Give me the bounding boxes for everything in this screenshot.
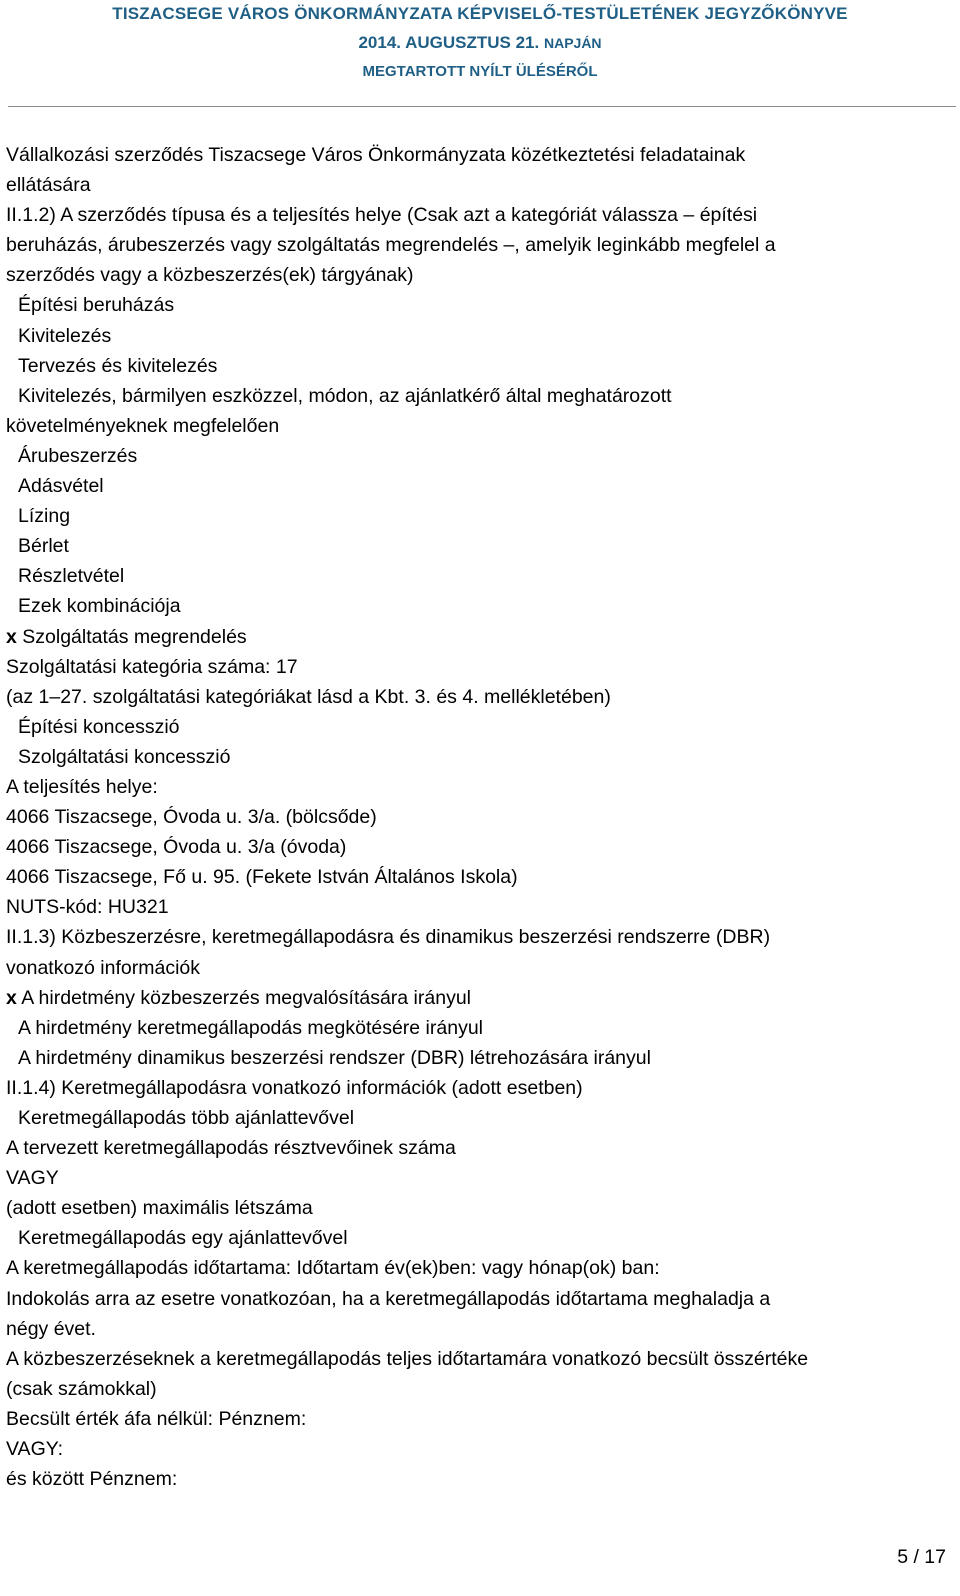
text-line-content: A tervezett keretmegállapodás résztvevőinek száma	[6, 1137, 456, 1160]
checkbox-mark: x	[6, 986, 17, 1009]
text-line	[6, 862, 952, 892]
text-line-content: (az 1–27. szolgáltatási kategóriákat lásd a Kbt. 3. és 4. mellékletében)	[6, 685, 611, 708]
text-line-content: A hirdetmény dinamikus beszerzési rendszer (DBR) létrehozására irányul	[18, 1046, 651, 1069]
text-line	[6, 471, 952, 501]
text-line-content: II.1.2) A szerződés típusa és a teljesítés helye (Csak azt a kategóriát válassza – építési	[6, 204, 758, 227]
text-line-content: Vállalkozási szerződés Tiszacsege Város Önkormányzata közétkeztetési feladatainak	[6, 144, 746, 166]
text-line	[6, 1404, 952, 1434]
text-line-content: Indokolás arra az esetre vonatkozóan, ha a keretmegállapodás időtartama meghaladja a	[6, 1287, 771, 1310]
header-divider	[8, 106, 956, 107]
header-date-line	[0, 33, 960, 53]
header-title: TISZACSEGE VÁROS ÖNKORMÁNYZATA KÉPVISELŐ-TESTÜLETÉNEK JEGYZŐKÖNYVE	[112, 4, 848, 23]
checkbox-mark: x	[6, 625, 17, 648]
text-line-content: Keretmegállapodás egy ajánlattevővel	[18, 1227, 348, 1250]
text-line	[6, 1163, 952, 1193]
text-line-content: A hirdetmény közbeszerzés megvalósítására irányul	[16, 986, 471, 1009]
text-line	[6, 922, 952, 952]
text-line-content: szerződés vagy a közbeszerzés(ek) tárgyának)	[6, 264, 414, 287]
text-line	[6, 230, 952, 260]
text-line	[6, 682, 952, 712]
text-line-content: Építési beruházás	[18, 294, 175, 317]
text-line-content: vonatkozó információk	[6, 956, 201, 979]
text-line	[6, 1133, 952, 1163]
text-line	[6, 260, 952, 290]
text-line	[6, 1284, 952, 1314]
text-line-content: Szolgáltatás megrendelés	[16, 625, 247, 648]
text-line-content: VAGY:	[6, 1438, 64, 1461]
text-line	[6, 1223, 952, 1253]
text-line-content: követelményeknek megfelelően	[6, 414, 280, 437]
text-line	[6, 652, 952, 682]
text-line	[6, 712, 952, 742]
text-line-content: Kivitelezés, bármilyen eszközzel, módon, az ajánlatkérő által meghatározott	[18, 384, 672, 407]
text-line	[6, 622, 952, 652]
text-line	[6, 1013, 952, 1043]
text-line	[6, 772, 952, 802]
text-line-content: 4066 Tiszacsege, Óvoda u. 3/a (óvoda)	[6, 836, 347, 859]
text-line	[6, 832, 952, 862]
text-line-content: II.1.4) Keretmegállapodásra vonatkozó információk (adott esetben)	[6, 1076, 583, 1099]
text-line	[6, 561, 952, 591]
text-line	[6, 441, 952, 471]
text-line-content: Lízing	[18, 505, 71, 528]
text-line	[6, 381, 952, 411]
page-number: 5 / 17	[897, 1546, 946, 1568]
text-line	[6, 802, 952, 832]
text-line-content: négy évet.	[6, 1317, 96, 1340]
text-line-content: Árubeszerzés	[18, 444, 138, 467]
text-line	[6, 1344, 952, 1374]
text-line-content: (adott esetben) maximális létszáma	[6, 1197, 313, 1220]
text-line-content: A hirdetmény keretmegállapodás megkötésére irányul	[18, 1016, 484, 1039]
text-line	[6, 1314, 952, 1344]
text-line-content: Építési koncesszió	[18, 715, 180, 738]
text-line	[6, 953, 952, 983]
header-date-suffix: NAPJÁN	[543, 35, 602, 51]
text-line-content: és között Pénznem:	[6, 1468, 178, 1491]
text-line-content: 4066 Tiszacsege, Óvoda u. 3/a. (bölcsőde)	[6, 806, 377, 829]
text-line-content: Tervezés és kivitelezés	[18, 354, 218, 377]
text-line	[6, 1193, 952, 1223]
text-line	[6, 1103, 952, 1133]
text-line-content: A keretmegállapodás időtartama: Időtartam év(ek)ben: vagy hónap(ok) ban:	[6, 1257, 660, 1280]
text-line	[6, 200, 952, 230]
text-line	[6, 1043, 952, 1073]
document-body	[6, 140, 952, 1494]
text-line-content: VAGY	[6, 1167, 59, 1190]
text-line	[6, 501, 952, 531]
text-line	[6, 1464, 952, 1494]
text-line-content: II.1.3) Közbeszerzésre, keretmegállapodásra és dinamikus beszerzési rendszerre (DBR)	[6, 926, 771, 949]
text-line-content: A teljesítés helye:	[6, 775, 158, 798]
text-line	[6, 1374, 952, 1404]
text-line	[6, 591, 952, 621]
text-line-content: 4066 Tiszacsege, Fő u. 95. (Fekete István Általános Iskola)	[6, 866, 518, 889]
text-line	[6, 531, 952, 561]
text-line	[6, 892, 952, 922]
text-line	[6, 1073, 952, 1103]
text-line	[6, 321, 952, 351]
header-subtitle: MEGTARTOTT NYÍLT ÜLÉSÉRŐL	[362, 63, 598, 80]
text-line	[6, 140, 952, 170]
text-line-content: Bérlet	[18, 535, 69, 558]
text-line	[6, 742, 952, 772]
text-line	[6, 1253, 952, 1283]
text-line-content: Keretmegállapodás több ajánlattevővel	[18, 1107, 355, 1129]
text-line	[6, 351, 952, 381]
text-line-content: (csak számokkal)	[6, 1377, 157, 1400]
text-line-content: beruházás, árubeszerzés vagy szolgáltatás megrendelés –, amelyik leginkább megfelel a	[6, 234, 776, 257]
text-line-content: ellátására	[6, 174, 91, 197]
text-line	[6, 1434, 952, 1464]
text-line	[6, 170, 952, 200]
text-line-content: Szolgáltatási koncesszió	[18, 745, 231, 768]
text-line-content: Részletvétel	[18, 565, 125, 588]
text-line-content: Becsült érték áfa nélkül: Pénznem:	[6, 1407, 307, 1430]
text-line-content: A közbeszerzéseknek a keretmegállapodás teljes időtartamára vonatkozó becsült összértéke	[6, 1347, 809, 1370]
text-line-content: NUTS-kód: HU321	[6, 896, 169, 919]
text-line-content: Kivitelezés	[18, 324, 112, 347]
text-line	[6, 411, 952, 441]
header-date: 2014. AUGUSZTUS 21.	[358, 33, 540, 52]
text-line-content: Szolgáltatási kategória száma: 17	[6, 655, 298, 678]
text-line-content: Ezek kombinációja	[18, 595, 181, 618]
text-line-content: Adásvétel	[18, 475, 104, 498]
text-line	[6, 290, 952, 320]
text-line	[6, 983, 952, 1013]
